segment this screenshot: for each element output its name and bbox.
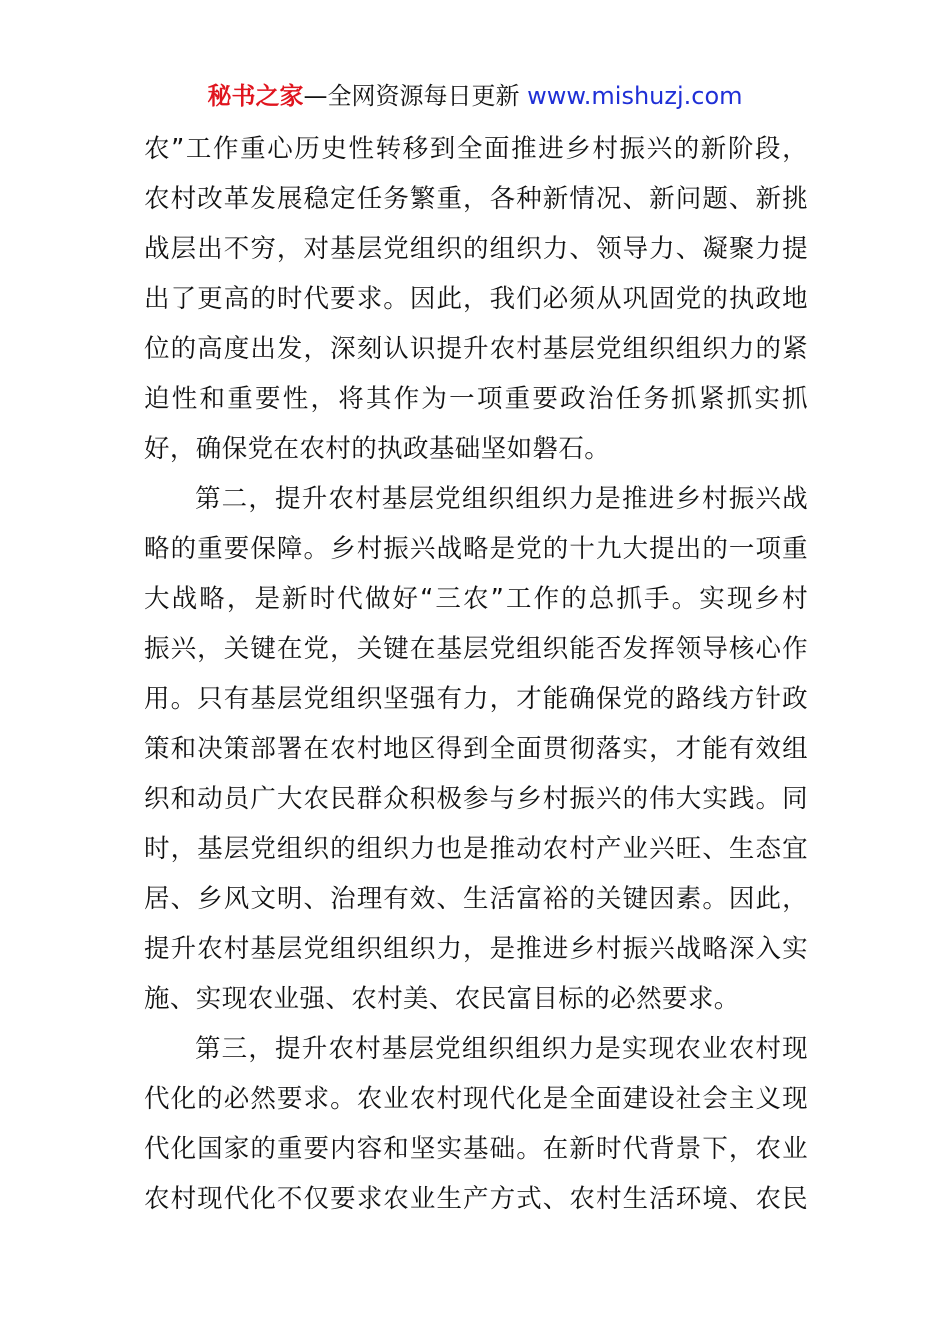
text-line: 振兴，关键在党，关键在基层党组织能否发挥领导核心作 — [144, 634, 808, 664]
text-line: 农村现代化不仅要求农业生产方式、农村生活环境、农民 — [144, 1184, 808, 1214]
text-line: 大战略，是新时代做好“三农”工作的总抓手。实现乡村 — [144, 584, 808, 614]
text-line: 施、实现农业强、农村美、农民富目标的必然要求。 — [144, 984, 740, 1014]
text-line: 时，基层党组织的组织力也是推动农村产业兴旺、生态宜 — [144, 834, 808, 864]
text-line: 位的高度出发，深刻认识提升农村基层党组织组织力的紧 — [144, 334, 808, 364]
text-line: 提升农村基层党组织组织力，是推进乡村振兴战略深入实 — [144, 934, 808, 964]
text-line: 织和动员广大农民群众积极参与乡村振兴的伟大实践。同 — [144, 784, 808, 814]
paragraph-start-line: 第三，提升农村基层党组织组织力是实现农业农村现 — [195, 1034, 808, 1064]
text-line: 农村改革发展稳定任务繁重，各种新情况、新问题、新挑 — [144, 184, 808, 214]
text-line: 居、乡风文明、治理有效、生活富裕的关键因素。因此， — [144, 884, 808, 914]
text-line: 迫性和重要性，将其作为一项重要政治任务抓紧抓实抓 — [144, 384, 808, 414]
text-line: 代化国家的重要内容和坚实基础。在新时代背景下，农业 — [144, 1134, 808, 1164]
page-header — [0, 80, 950, 112]
header-brand: 秘书之家 — [207, 82, 304, 110]
text-line: 出了更高的时代要求。因此，我们必须从巩固党的执政地 — [144, 284, 808, 314]
text-line: 策和决策部署在农村地区得到全面贯彻落实，才能有效组 — [144, 734, 808, 764]
text-line: 好，确保党在农村的执政基础坚如磐石。 — [144, 434, 611, 464]
text-line: 代化的必然要求。农业农村现代化是全面建设社会主义现 — [144, 1084, 808, 1114]
text-line: 用。只有基层党组织坚强有力，才能确保党的路线方针政 — [144, 684, 808, 714]
document-body — [144, 124, 808, 1224]
text-line: 农”工作重心历史性转移到全面推进乡村振兴的新阶段， — [144, 134, 808, 164]
header-slogan: —全网资源每日更新 — [303, 82, 528, 110]
text-line: 略的重要保障。乡村振兴战略是党的十九大提出的一项重 — [144, 534, 808, 564]
text-line: 战层出不穷，对基层党组织的组织力、领导力、凝聚力提 — [144, 234, 808, 264]
paragraph-start-line: 第二，提升农村基层党组织组织力是推进乡村振兴战 — [195, 484, 808, 514]
header-url[interactable]: www.mishuzj.com — [527, 82, 743, 110]
